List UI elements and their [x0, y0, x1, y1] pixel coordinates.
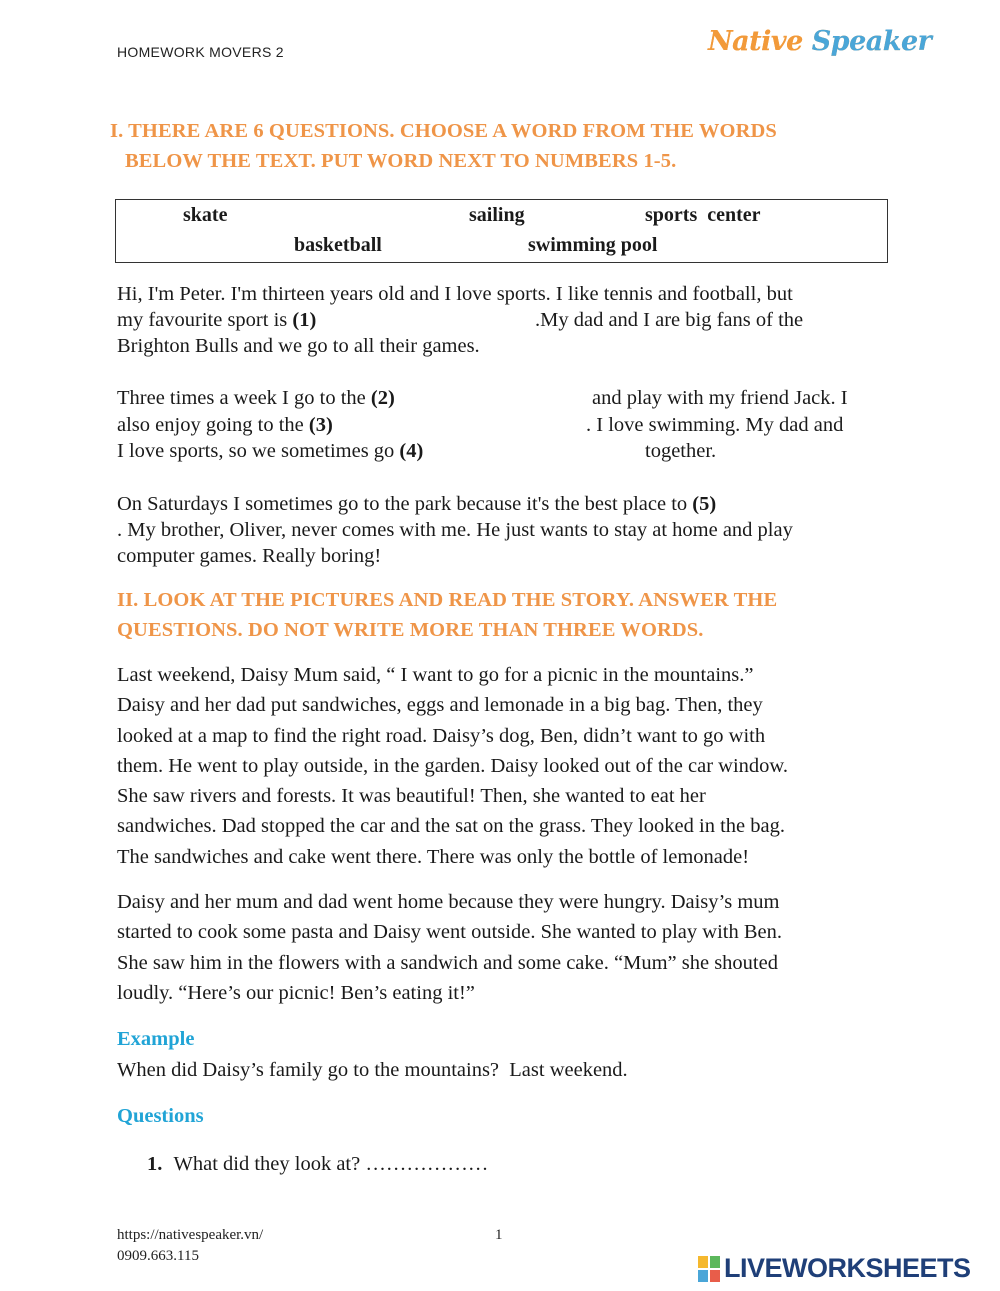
native-speaker-logo [708, 26, 931, 57]
p1-line3: Brighton Bulls and we go to all their games. [117, 335, 480, 357]
header-title: HOMEWORK MOVERS 2 [117, 44, 284, 60]
p2-line1 [117, 385, 395, 412]
p2-line2-end: . I love swimming. My dad and [586, 414, 844, 436]
blank-number-2: (2) [370, 387, 395, 409]
p1-line2 [117, 307, 316, 334]
p2-line3-text: I love sports, so we sometimes go [117, 440, 395, 462]
p2-line1-end: and play with my friend Jack. I [592, 387, 848, 409]
question-1-text: What did they look at? ……………… [173, 1153, 489, 1175]
story1-line: The sandwiches and cake went there. There was only the bottle of lemonade! [117, 845, 750, 868]
liveworksheets-brand: LIVEWORKSHEETS [724, 1253, 971, 1283]
story2-line: loudly. “Here’s our picnic! Ben’s eating it!” [117, 981, 475, 1004]
story1-line: looked at a map to find the right road. Daisy’s dog, Ben, didn’t want to go with [117, 724, 766, 747]
p3-line1 [117, 491, 716, 518]
section2-heading-line1: II. LOOK AT THE PICTURES AND READ THE STORY. ANSWER THE [117, 589, 778, 611]
story2-line: started to cook some pasta and Daisy went outside. She wanted to play with Ben. [117, 921, 782, 944]
story2-line: She saw him in the flowers with a sandwich and some cake. “Mum” she shouted [117, 951, 778, 974]
liveworksheets-icon [698, 1256, 720, 1282]
example-text: When did Daisy’s family go to the mountains? Last weekend. [117, 1059, 628, 1081]
questions-label: Questions [117, 1105, 204, 1127]
p1-line2-text: my favourite sport is [117, 309, 288, 331]
footer-url: https://nativespeaker.vn/ [117, 1227, 264, 1243]
story1-line: them. He went to play outside, in the garden. Daisy looked out of the car window. [117, 754, 789, 777]
section1-heading-line2: BELOW THE TEXT. PUT WORD NEXT TO NUMBERS 1-5. [125, 150, 677, 172]
section2-heading-line2: QUESTIONS. DO NOT WRITE MORE THAN THREE WORDS. [117, 619, 704, 641]
story1-line: She saw rivers and forests. It was beautiful! Then, she wanted to eat her [117, 785, 706, 808]
word-option: basketball [294, 234, 382, 256]
word-option: sailing [469, 204, 525, 226]
footer-contact [117, 1225, 263, 1267]
word-option: skate [183, 204, 228, 226]
story1-line: Last weekend, Daisy Mum said, “ I want to go for a picnic in the mountains.” [117, 664, 754, 686]
p1-line2-end: .My dad and I are big fans of the [535, 309, 804, 331]
blank-number-4: (4) [399, 440, 424, 462]
footer-phone: 0909.663.115 [117, 1248, 199, 1264]
page-number: 1 [495, 1227, 503, 1243]
p2-line1-text: Three times a week I go to the [117, 387, 366, 409]
logo-word-speaker: Speaker [811, 26, 932, 57]
p2-line3-end: together. [645, 440, 717, 462]
p2-line2 [117, 412, 333, 439]
story-paragraph-2 [117, 887, 782, 1008]
blank-number-5: (5) [692, 493, 717, 515]
p3-line2: . My brother, Oliver, never comes with me. He just wants to stay at home and play [117, 519, 793, 541]
logo-word-native: Native [708, 26, 803, 57]
blank-number-1: (1) [292, 309, 317, 331]
word-option: swimming pool [528, 234, 658, 256]
question-1-number: 1. [147, 1153, 163, 1175]
p3-line1-text: On Saturdays I sometimes go to the park because it's the best place to [117, 493, 688, 515]
story2-line: Daisy and her mum and dad went home because they were hungry. Daisy’s mum [117, 891, 780, 913]
p1-line1: Hi, I'm Peter. I'm thirteen years old and I love sports. I like tennis and football, but [117, 283, 793, 305]
section1-heading [110, 116, 900, 176]
p2-line3 [117, 438, 423, 465]
blank-number-3: (3) [308, 414, 333, 436]
story1-line: Daisy and her dad put sandwiches, eggs and lemonade in a big bag. Then, they [117, 694, 763, 717]
story-paragraph-1 [117, 660, 788, 872]
section1-heading-line1: I. THERE ARE 6 QUESTIONS. CHOOSE A WORD FROM THE WORDS [110, 120, 777, 142]
p3-line3: computer games. Really boring! [117, 545, 382, 567]
p2-line2-text: also enjoy going to the [117, 414, 304, 436]
question-1 [147, 1151, 488, 1178]
example-label: Example [117, 1028, 195, 1050]
liveworksheets-logo [698, 1253, 971, 1284]
word-option: sports center [645, 204, 761, 226]
story1-line: sandwiches. Dad stopped the car and the sat on the grass. They looked in the bag. [117, 815, 785, 838]
